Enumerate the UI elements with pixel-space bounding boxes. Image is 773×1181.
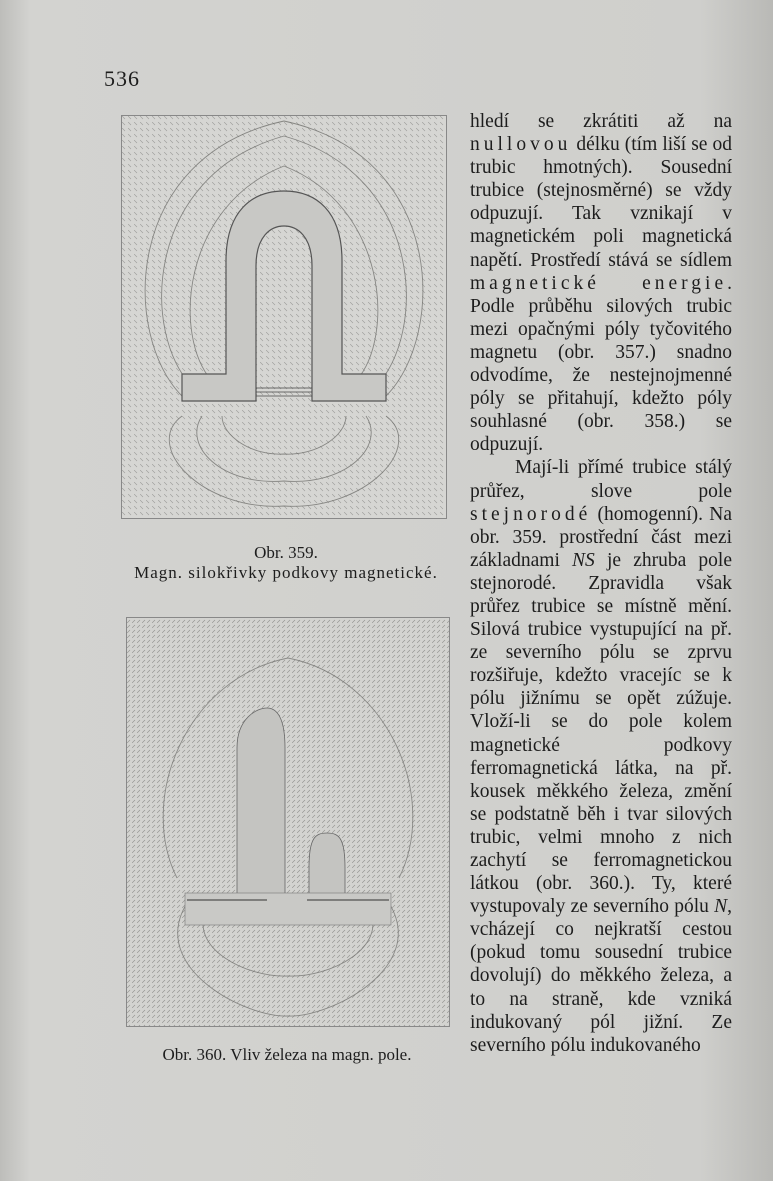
- figure-359-horseshoe-field-lines: [121, 115, 447, 519]
- text-span: je zhruba pole stejnorodé. Zpravidla však průřez trubice se místně mění. Silová trubice vystupující na př. ze severního pólu se zprvu rozšiřuje, kdežto vracejíc se k pólu jižnímu se opět zúžuje. Vloží-li se do pole kolem magnetické podkovy ferromagnetická látka, na př. kousek měkkého železa, změní se podstatně běh i tvar silových trubic, velmi mnoho z nich zachytí se ferromagnetickou látkou (obr. 360.). Ty, které vystupovaly ze severního pólu: [470, 549, 733, 918]
- page-number: 536: [104, 66, 140, 91]
- figure-359-caption: Magn. silokřivky podkovy magnetické.: [134, 563, 438, 582]
- text-span: , vcházejí co nejkratší cestou (pokud tomu sousední trubice dovolují) do měkkého železa, a to na straně, kde vzniká indukovaný pól jižní. Ze severního pólu indukovaného: [470, 896, 732, 1056]
- figure-360-caption: Obr. 360. Vliv železa na magn. pole.: [162, 1045, 412, 1064]
- text-span: Mají-li přímé trubice stálý průřez, slove pole: [470, 457, 732, 502]
- text-span: délku (tím liší se od trubic hmotných). Sousední trubice (stejnosměrné) se vždy odpuzují. Tak vznikají v magnetickém poli magnetická napětí. Prostředí stává se sídlem: [470, 134, 732, 271]
- emphasis-stejnorode: stejnorodé: [470, 503, 592, 525]
- emphasis-magneticke-energie: magnetické energie: [470, 272, 728, 294]
- body-text-column: [470, 110, 732, 1057]
- text-span: hledí se zkrátiti až na: [470, 111, 732, 132]
- emphasis-nullovou: nullovou: [470, 134, 572, 156]
- figure-359-label: Obr. 359.: [254, 543, 318, 562]
- text-span: . Podle průběhu silových trubic mezi opačnými póly tyčovitého magnetu (obr. 357.) snadno odvodíme, že nestejnojmenné póly se přitahují, kdežto póly souhlasné (obr. 358.) se odpuzují.: [470, 272, 732, 456]
- italic-ns: NS: [572, 549, 595, 571]
- paragraph-1: [470, 110, 732, 456]
- iron-field-illustration: [127, 618, 449, 1026]
- horseshoe-magnet-illustration: [122, 116, 446, 518]
- italic-n: N: [714, 896, 728, 918]
- text-span: (homogenní). Na obr. 359. prostřední část mezi základnami: [470, 503, 732, 571]
- figure-359-caption-block: [121, 543, 451, 583]
- figure-360-iron-in-field: [126, 617, 450, 1027]
- paragraph-2: [470, 456, 732, 1056]
